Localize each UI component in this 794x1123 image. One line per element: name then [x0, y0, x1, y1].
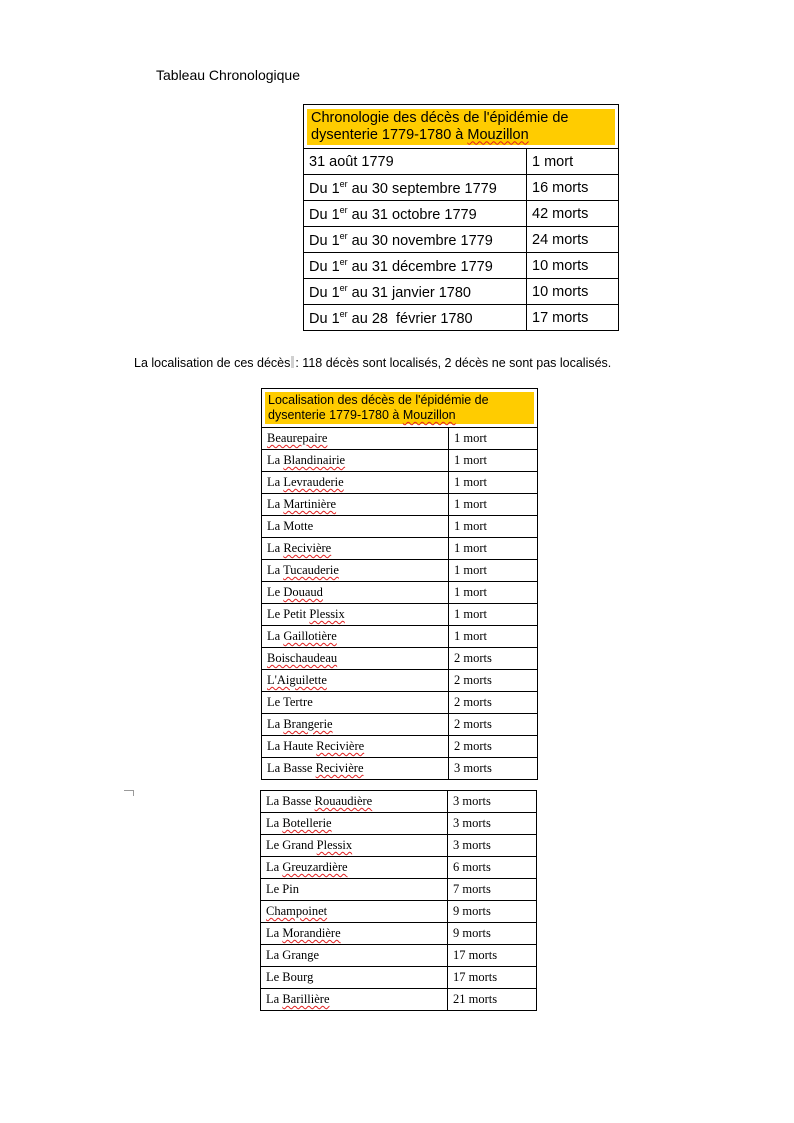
localisation-table-part1	[261, 388, 538, 780]
table-row	[262, 428, 538, 450]
period-prefix: Du 1	[309, 206, 340, 223]
place-cell	[261, 923, 448, 945]
deaths-cell: 2 morts	[449, 648, 538, 670]
deaths-cell: 24 morts	[527, 227, 619, 253]
table-row	[261, 901, 537, 923]
localisation-header-cell	[262, 389, 538, 428]
table-row	[262, 670, 538, 692]
place-cell	[261, 857, 448, 879]
chronology-title-line2: dysenterie 1779-1780 à	[311, 126, 468, 143]
place-cell	[261, 879, 448, 901]
chronology-header-cell	[304, 105, 619, 149]
deaths-cell: 3 morts	[448, 835, 537, 857]
period-cell: 31 août 1779	[304, 149, 527, 175]
table-row	[262, 758, 538, 780]
place-cell	[262, 714, 449, 736]
table-row	[261, 945, 537, 967]
table-row	[262, 494, 538, 516]
localisation-table-part2	[260, 790, 537, 1011]
deaths-cell: 1 mort	[449, 494, 538, 516]
deaths-cell: 1 mort	[449, 516, 538, 538]
place-cell	[261, 945, 448, 967]
ordinal-suffix: er	[339, 282, 348, 293]
table-row	[261, 857, 537, 879]
deaths-cell: 7 morts	[448, 879, 537, 901]
place-name-flagged: Blandinairie	[283, 453, 346, 467]
deaths-cell: 10 morts	[527, 279, 619, 305]
place-name-plain: La	[267, 541, 284, 555]
table-row	[262, 582, 538, 604]
place-name-flagged: Barillière	[282, 992, 330, 1006]
paragraph-mark-icon	[124, 790, 134, 796]
period-prefix: Du 1	[309, 284, 340, 301]
place-name-flagged: Gaillotière	[283, 629, 337, 643]
table-row	[261, 923, 537, 945]
deaths-cell: 2 morts	[449, 692, 538, 714]
place-cell	[261, 791, 448, 813]
place-name-flagged: Morandière	[282, 926, 341, 940]
ordinal-suffix: er	[339, 178, 348, 189]
place-name-plain: La Basse	[266, 794, 315, 808]
place-name-plain: Le Petit	[267, 607, 310, 621]
table-row	[262, 626, 538, 648]
place-name-plain: La Basse	[267, 761, 316, 775]
period-cell	[304, 227, 527, 253]
deaths-cell: 42 morts	[527, 201, 619, 227]
place-name-plain: La	[266, 992, 283, 1006]
table-row	[262, 692, 538, 714]
place-name-plain: Le Bourg	[266, 970, 314, 984]
place-name-flagged: Boischaudeau	[267, 651, 338, 665]
place-name-flagged: Recivière	[315, 761, 364, 775]
deaths-cell: 1 mort	[449, 626, 538, 648]
place-name-plain: La	[266, 816, 283, 830]
place-name-flagged: Champoinet	[266, 904, 328, 918]
table-row	[262, 538, 538, 560]
period-prefix: Du 1	[309, 180, 340, 197]
deaths-cell: 1 mort	[449, 450, 538, 472]
place-name-flagged: Beaurepaire	[267, 431, 328, 445]
place-name-flagged: Plessix	[309, 607, 345, 621]
place-cell	[262, 648, 449, 670]
table-row	[304, 175, 619, 201]
chronology-table	[303, 104, 619, 331]
deaths-cell: 16 morts	[527, 175, 619, 201]
localisation-rows-part2	[261, 791, 537, 1011]
table-row	[262, 648, 538, 670]
period-range: au 30 novembre 1779	[347, 232, 493, 249]
deaths-cell: 17 morts	[448, 945, 537, 967]
place-name-flagged: Recivière	[316, 739, 365, 753]
place-cell	[262, 604, 449, 626]
place-name-plain: La	[267, 475, 284, 489]
place-cell	[262, 450, 449, 472]
deaths-cell: 17 morts	[448, 967, 537, 989]
period-range: au 30 septembre 1779	[347, 180, 497, 197]
period-prefix: Du 1	[309, 310, 340, 327]
table-row	[262, 450, 538, 472]
deaths-cell: 3 morts	[448, 791, 537, 813]
place-name-flagged: Greuzardière	[282, 860, 348, 874]
period-prefix: Du 1	[309, 232, 340, 249]
table-row	[261, 879, 537, 901]
period-cell	[304, 253, 527, 279]
deaths-cell: 1 mort	[449, 582, 538, 604]
place-name-plain: La Haute	[267, 739, 317, 753]
deaths-cell: 2 morts	[449, 736, 538, 758]
place-name-plain: La	[267, 497, 284, 511]
deaths-cell: 2 morts	[449, 670, 538, 692]
place-name-flagged: Recivière	[283, 541, 332, 555]
deaths-cell: 10 morts	[527, 253, 619, 279]
place-name-plain: La	[267, 563, 284, 577]
table-row	[262, 714, 538, 736]
chronology-title-place: Mouzillon	[467, 126, 529, 143]
place-name-plain: La Grange	[266, 948, 320, 962]
place-name-plain: La	[267, 629, 284, 643]
table-row	[261, 813, 537, 835]
table-row	[304, 227, 619, 253]
ordinal-suffix: er	[339, 230, 348, 241]
deaths-cell: 9 morts	[448, 923, 537, 945]
ordinal-suffix: er	[339, 204, 348, 215]
deaths-cell: 1 mort	[449, 538, 538, 560]
period-range: au 31 janvier 1780	[347, 284, 471, 301]
table-row	[262, 516, 538, 538]
place-cell	[262, 472, 449, 494]
place-name-flagged: Botellerie	[282, 816, 332, 830]
table-row	[261, 989, 537, 1011]
place-cell	[262, 670, 449, 692]
table-row	[304, 253, 619, 279]
place-cell	[261, 967, 448, 989]
place-cell	[261, 989, 448, 1011]
deaths-cell: 6 morts	[448, 857, 537, 879]
place-name-plain: Le Pin	[266, 882, 299, 896]
period-cell	[304, 279, 527, 305]
place-cell	[262, 582, 449, 604]
place-cell	[262, 626, 449, 648]
localisation-title	[265, 392, 534, 424]
place-name-flagged: Martinière	[283, 497, 337, 511]
deaths-cell: 1 mort	[449, 428, 538, 450]
place-name-flagged: Plessix	[316, 838, 353, 852]
place-name-plain: La	[267, 453, 284, 467]
deaths-cell: 3 morts	[449, 758, 538, 780]
place-name-flagged: Douaud	[283, 585, 323, 599]
place-name-flagged: Rouaudière	[314, 794, 373, 808]
caption-text-a: La localisation de ces décès	[134, 356, 291, 370]
chronology-title-line1: Chronologie des décès de l'épidémie de	[311, 109, 569, 126]
place-name-plain: Le	[267, 585, 284, 599]
localisation-title-line2: dysenterie 1779-1780 à	[268, 408, 403, 422]
place-name-flagged: Levrauderie	[283, 475, 344, 489]
table-row	[262, 560, 538, 582]
place-name-plain: La Motte	[267, 519, 314, 533]
localisation-rows-part1	[262, 428, 538, 780]
place-cell	[261, 835, 448, 857]
page-heading: Tableau Chronologique	[156, 67, 300, 83]
table-row	[261, 791, 537, 813]
place-name-plain: Le Grand	[266, 838, 317, 852]
place-cell	[261, 813, 448, 835]
period-range: au 31 décembre 1779	[347, 258, 493, 275]
place-cell	[261, 901, 448, 923]
table-row	[304, 149, 619, 175]
place-name-flagged: L'Aiguilette	[267, 673, 327, 687]
deaths-cell: 21 morts	[448, 989, 537, 1011]
deaths-cell: 9 morts	[448, 901, 537, 923]
caption-text-b: : 118 décès sont localisés, 2 décès ne sont pas localisés.	[295, 356, 612, 370]
ordinal-suffix: er	[339, 256, 348, 267]
localisation-title-line1: Localisation des décès de l'épidémie de	[268, 393, 489, 407]
deaths-cell: 1 mort	[449, 560, 538, 582]
deaths-cell: 1 mort	[527, 149, 619, 175]
table-row	[262, 736, 538, 758]
text-cursor	[291, 356, 294, 368]
deaths-cell: 3 morts	[448, 813, 537, 835]
period-cell	[304, 175, 527, 201]
deaths-cell: 1 mort	[449, 604, 538, 626]
period-range: au 31 octobre 1779	[347, 206, 477, 223]
place-cell	[262, 560, 449, 582]
place-name-plain: Le Tertre	[267, 695, 313, 709]
place-name-plain: La	[267, 717, 284, 731]
table-row	[262, 604, 538, 626]
place-cell	[262, 428, 449, 450]
period-cell	[304, 201, 527, 227]
place-cell	[262, 692, 449, 714]
table-row	[262, 472, 538, 494]
localisation-title-place: Mouzillon	[402, 408, 456, 422]
place-name-flagged: Tucauderie	[283, 563, 339, 577]
table-row	[304, 201, 619, 227]
localisation-caption	[134, 356, 611, 370]
place-name-plain: La	[266, 860, 283, 874]
place-cell	[262, 494, 449, 516]
period-range: au 28 février 1780	[347, 310, 473, 327]
place-cell	[262, 516, 449, 538]
deaths-cell: 2 morts	[449, 714, 538, 736]
table-row	[304, 305, 619, 331]
place-cell	[262, 758, 449, 780]
place-cell	[262, 538, 449, 560]
place-cell	[262, 736, 449, 758]
chronology-rows	[304, 149, 619, 331]
table-row	[261, 835, 537, 857]
chronology-title	[307, 109, 615, 145]
place-name-flagged: Brangerie	[283, 717, 333, 731]
period-cell	[304, 305, 527, 331]
table-row	[261, 967, 537, 989]
deaths-cell: 17 morts	[527, 305, 619, 331]
deaths-cell: 1 mort	[449, 472, 538, 494]
table-row	[304, 279, 619, 305]
ordinal-suffix: er	[339, 308, 348, 319]
place-name-plain: La	[266, 926, 283, 940]
period-prefix: Du 1	[309, 258, 340, 275]
